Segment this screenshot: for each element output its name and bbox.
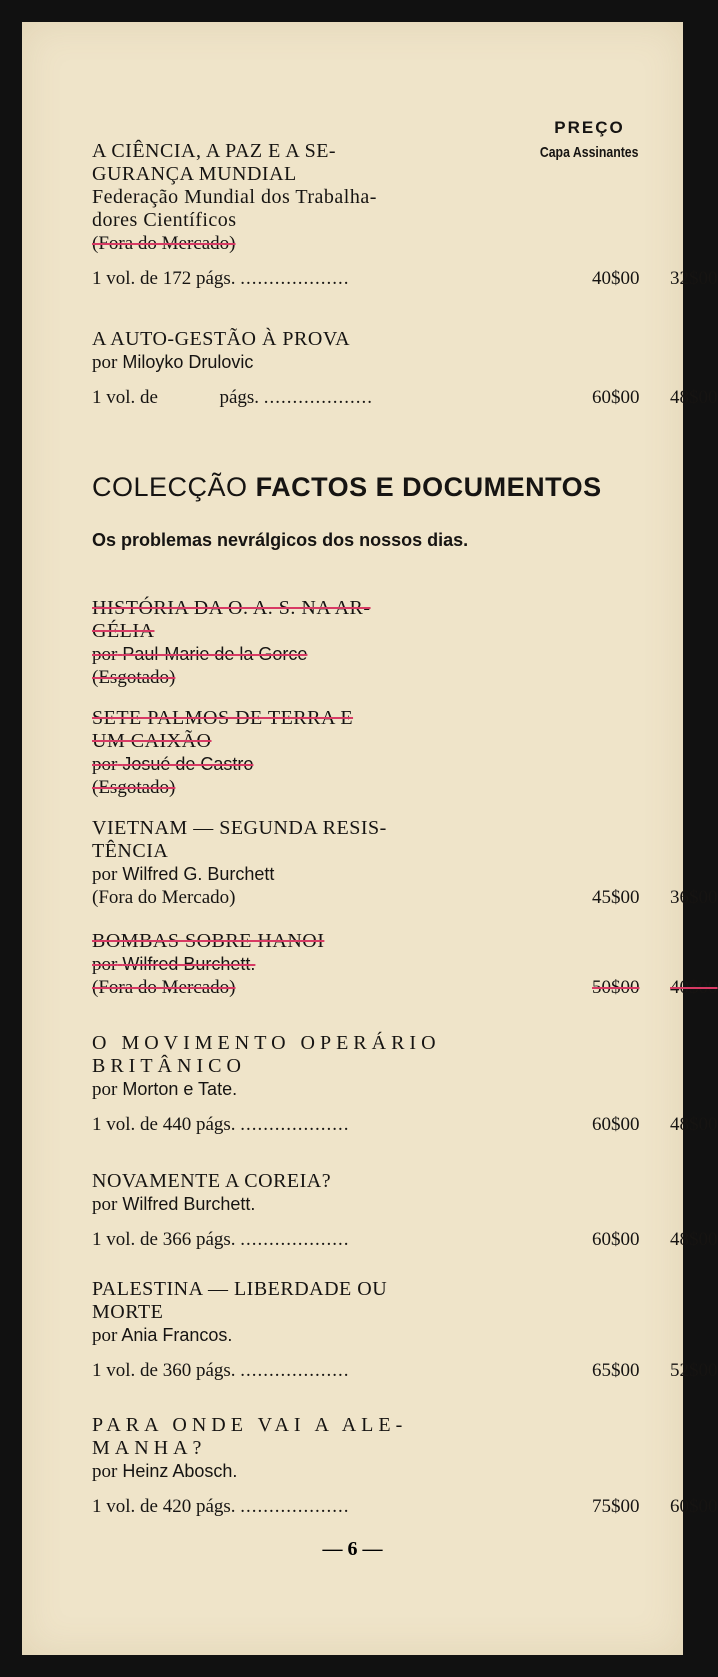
book-entry bbox=[92, 328, 718, 409]
volume-pages: págs. bbox=[219, 387, 260, 408]
book-title: VIETNAM — SEGUNDA RESIS- bbox=[92, 817, 387, 839]
by-label: por bbox=[92, 352, 118, 373]
book-title: GÉLIA bbox=[92, 620, 155, 642]
volume-text: 1 vol. de 360 págs. bbox=[92, 1360, 236, 1381]
price-capa: 40$00 bbox=[592, 268, 640, 289]
leader-dots: ................... bbox=[240, 268, 350, 289]
leader-dots: ................... bbox=[240, 1229, 350, 1250]
by-label: por bbox=[92, 864, 118, 885]
volume-line bbox=[92, 267, 718, 290]
price-header-title: PREÇO bbox=[554, 118, 625, 137]
book-title: PALESTINA — LIBERDADE OU bbox=[92, 1278, 388, 1300]
volume-text: 1 vol. de 420 págs. bbox=[92, 1496, 236, 1517]
book-title: NOVAMENTE A COREIA? bbox=[92, 1170, 332, 1192]
book-author: Josué de Castro bbox=[122, 754, 254, 774]
volume-line bbox=[92, 1359, 718, 1382]
book-author: Morton e Tate. bbox=[122, 1079, 238, 1099]
price-assinantes: 32$00 bbox=[670, 268, 718, 289]
price-assinantes: 52$00 bbox=[670, 1360, 718, 1381]
price-assinantes: 36$00 bbox=[670, 887, 718, 908]
book-entry bbox=[92, 1414, 718, 1518]
section-title-prefix: COLECÇÃO bbox=[92, 472, 248, 502]
volume-text: 1 vol. de bbox=[92, 387, 158, 408]
book-author-line bbox=[92, 753, 662, 776]
book-title: GURANÇA MUNDIAL bbox=[92, 163, 297, 185]
book-author: Wilfred Burchett. bbox=[122, 1194, 256, 1214]
book-author-line bbox=[92, 1193, 662, 1216]
book-entry bbox=[92, 930, 718, 999]
section-subtitle: Os problemas nevrálgicos dos nossos dias. bbox=[92, 530, 469, 550]
volume-text: 1 vol. de 366 págs. bbox=[92, 1229, 236, 1250]
price-header-columns: Capa Assinantes bbox=[540, 144, 639, 161]
book-title: A CIÊNCIA, A PAZ E A SE- bbox=[92, 140, 337, 162]
book-note: (Esgotado) bbox=[92, 667, 176, 688]
price-capa: 60$00 bbox=[592, 1229, 640, 1250]
book-title: UM CAIXÃO bbox=[92, 730, 212, 752]
page-number: — 6 — bbox=[322, 1538, 383, 1560]
book-note-line bbox=[92, 976, 718, 999]
book-author: Federação Mundial dos Trabalha- bbox=[92, 186, 377, 208]
by-label: por bbox=[92, 954, 118, 975]
volume-text: 1 vol. de 440 págs. bbox=[92, 1114, 236, 1135]
book-note: (Esgotado) bbox=[92, 777, 176, 798]
leader-dots: ................... bbox=[263, 387, 374, 408]
price-capa: 50$00 bbox=[592, 977, 640, 998]
book-title: BRITÂNICO bbox=[92, 1055, 246, 1077]
book-author-line bbox=[92, 863, 662, 886]
book-title: BOMBAS SOBRE HANOI bbox=[92, 930, 325, 952]
volume-line bbox=[92, 386, 718, 409]
by-label: por bbox=[92, 1461, 118, 1482]
by-label: por bbox=[92, 1325, 118, 1346]
book-entry bbox=[92, 1170, 718, 1251]
by-label: por bbox=[92, 1194, 118, 1215]
book-author: dores Científicos bbox=[92, 209, 237, 231]
price-capa: 60$00 bbox=[592, 387, 640, 408]
leader-dots: ................... bbox=[240, 1496, 350, 1517]
book-author: Wilfred Burchett. bbox=[122, 954, 256, 974]
price-assinantes: 60$00 bbox=[670, 1496, 718, 1517]
volume-line bbox=[92, 1113, 718, 1136]
price-capa: 75$00 bbox=[592, 1496, 640, 1517]
leader-dots: ................... bbox=[240, 1360, 350, 1381]
book-entry bbox=[92, 140, 718, 290]
book-author-line bbox=[92, 1324, 662, 1347]
book-author-line bbox=[92, 1078, 662, 1101]
book-title: PARA ONDE VAI A ALE- bbox=[92, 1414, 408, 1436]
book-note: (Fora do Mercado) bbox=[92, 887, 236, 908]
book-author: Miloyko Drulovic bbox=[122, 352, 254, 372]
leader-dots: ................... bbox=[240, 1114, 350, 1135]
book-note-line bbox=[92, 886, 718, 909]
price-capa: 65$00 bbox=[592, 1360, 640, 1381]
by-label: por bbox=[92, 644, 118, 665]
book-title: O MOVIMENTO OPERÁRIO bbox=[92, 1032, 441, 1054]
price-capa: 45$00 bbox=[592, 887, 640, 908]
book-author-line bbox=[92, 351, 662, 374]
catalog-page bbox=[22, 22, 718, 1655]
book-title: MANHA? bbox=[92, 1437, 207, 1459]
book-note: (Fora do Mercado) bbox=[92, 233, 236, 254]
book-author: Paul-Marie de la Gorce bbox=[122, 644, 308, 664]
section-title bbox=[92, 472, 602, 503]
price-capa: 60$00 bbox=[592, 1114, 640, 1135]
price-assinantes: 48$00 bbox=[670, 1229, 718, 1250]
book-title: SETE PALMOS DE TERRA E bbox=[92, 707, 354, 729]
book-entry bbox=[92, 817, 718, 909]
book-author-line bbox=[92, 1460, 662, 1483]
book-author: Ania Francos. bbox=[121, 1325, 233, 1345]
book-title: HISTÓRIA DA O. A. S. NA AR- bbox=[92, 597, 371, 619]
book-entry bbox=[92, 1278, 718, 1382]
book-title: TÊNCIA bbox=[92, 840, 169, 862]
book-title: MORTE bbox=[92, 1301, 164, 1323]
book-entry bbox=[92, 597, 662, 689]
book-title: A AUTO-GESTÃO À PROVA bbox=[92, 328, 351, 350]
volume-line bbox=[92, 1228, 718, 1251]
volume-line bbox=[92, 1495, 718, 1518]
book-author-line bbox=[92, 643, 662, 666]
price-assinantes: 48$00 bbox=[670, 387, 718, 408]
by-label: por bbox=[92, 754, 118, 775]
book-entry bbox=[92, 707, 662, 799]
book-author-line bbox=[92, 953, 662, 976]
book-author: Heinz Abosch. bbox=[122, 1461, 238, 1481]
book-entry bbox=[92, 1032, 718, 1136]
volume-text: 1 vol. de 172 págs. bbox=[92, 268, 236, 289]
section-title-main: FACTOS E DOCUMENTOS bbox=[255, 472, 602, 502]
price-assinantes: 40$00 bbox=[670, 977, 718, 998]
by-label: por bbox=[92, 1079, 118, 1100]
book-author: Wilfred G. Burchett bbox=[122, 864, 275, 884]
price-assinantes: 48$00 bbox=[670, 1114, 718, 1135]
book-note: (Fora do Mercado) bbox=[92, 977, 236, 998]
